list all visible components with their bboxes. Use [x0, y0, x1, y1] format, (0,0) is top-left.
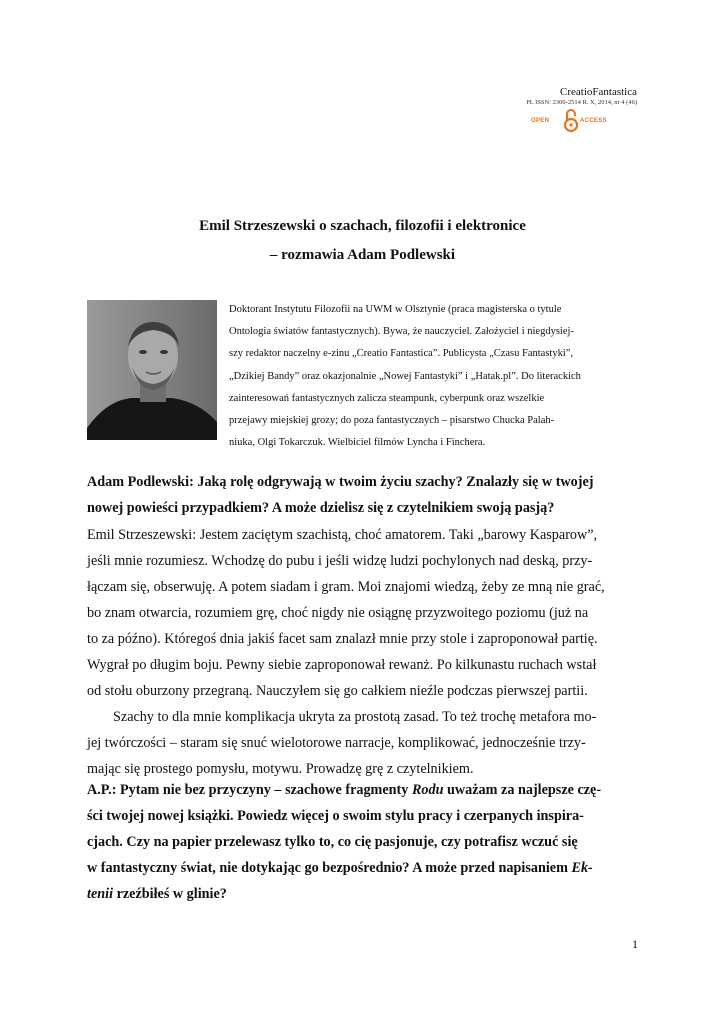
journal-header: [526, 86, 637, 107]
question-line: [87, 886, 640, 903]
bio-line: Ontologia światów fantastycznych). Bywa, że nauczyciel. Założyciel i niegdysiej-: [229, 326, 574, 338]
author-bio: [229, 299, 639, 454]
bio-line: przejawy miejskiej grozy; do poza fantastycznych – pisarstwo Chucka Palah-: [229, 414, 555, 426]
book-title: tenii: [87, 886, 114, 902]
answer-line: Wygrał po długim boju. Pewny siebie zaproponował rewanż. Po kilkunastu ruchach wstał: [87, 657, 597, 673]
answer-line: od stołu oburzony przegraną. Nauczyłem się go całkiem nieźle podczas pierwszej partii.: [87, 683, 588, 699]
bio-line: Doktorant Instytutu Filozofii na UWM w Olsztynie (praca magisterska o tytule: [229, 304, 562, 315]
book-title: Rodu: [411, 782, 444, 798]
page-number: 1: [632, 937, 638, 951]
journal-issn: PL ISSN: 2300-2514 R. X, 2014, nr 4 (46): [526, 99, 637, 106]
open-access-logo: [531, 108, 621, 134]
article-subtitle: – rozmawia Adam Podlewski: [269, 247, 456, 263]
question-text: uważam za najlepsze czę-: [443, 782, 602, 798]
question-line: nowej powieści przypadkiem? A może dzielisz się z czytelnikiem swoją pasją?: [87, 500, 555, 516]
open-lock-icon: [564, 108, 578, 134]
bio-line: zainteresowań fantastycznych zalicza steampunk, cyberpunk oraz wszelkie: [229, 392, 545, 404]
question-text: rzeźbiłeś w glinie?: [113, 886, 227, 902]
bio-line: „Dzikiej Bandy” oraz okazjonalnie „Nowej Fantastyki” i „Hatak.pl”. Do literackich: [229, 370, 581, 382]
answer-line: mając się prostego pomysłu, motywu. Prowadzę grę z czytelnikiem.: [87, 761, 474, 777]
answer-line: bo znam otwarcia, rozumiem grę, choć nigdy nie osiągnę przyzwoitego poziomu (już na: [87, 605, 589, 621]
question-line: cjach. Czy na papier przelewasz tylko to, co cię pasjonuje, czy potrafisz wczuć się: [87, 834, 578, 850]
question-text: w fantastyczny świat, nie dotykając go bezpośrednio? A może przed napisaniem: [87, 860, 572, 876]
bio-line: niuka, Olgi Tokarczuk. Wielbiciel filmów Lyncha i Finchera.: [229, 437, 486, 449]
answer-line: Emil Strzeszewski: Jestem zaciętym szachistą, choć amatorem. Taki „barowy Kasparow”,: [87, 527, 598, 543]
answer-line: jeśli mnie rozumiesz. Wchodzę do pubu i jeśli widzę ludzi pochylonych nad deską, przy-: [87, 553, 593, 569]
question-line: Adam Podlewski: Jaką rolę odgrywają w twoim życiu szachy? Znalazły się w twojej: [87, 474, 594, 490]
question-line: [87, 782, 640, 799]
open-access-label-left: OPEN: [531, 118, 550, 124]
book-title: Ek-: [571, 860, 593, 876]
answer-line: jej twórczości – staram się snuć wielotorowe narracje, komplikować, jednocześnie trzy-: [87, 735, 586, 751]
answer-line: Szachy to dla mnie komplikacja ukryta za prostotą zasad. To też trochę metafora mo-: [113, 709, 597, 725]
article-title: Emil Strzeszewski o szachach, filozofii i elektronice: [199, 218, 526, 234]
journal-name: CreatioFantastica: [560, 86, 637, 98]
open-access-label-right: ACCESS: [580, 118, 607, 124]
question-line: ści twojej nowej książki. Powiedz więcej o swoim stylu pracy i czerpanych inspira-: [87, 808, 584, 824]
answer-line: łączam się, obserwuję. A potem siadam i gram. Moi znajomi wiedzą, żeby ze mną nie grać,: [87, 579, 605, 595]
bio-line: szy redaktor naczelny e-zinu „Creatio Fantastica”. Publicysta „Czasu Fantastyki”,: [229, 348, 574, 360]
question-line: [87, 860, 640, 877]
answer-line: to za późno). Któregoś dnia jakiś facet sam znalazł mnie przy stole i zaproponował partię.: [87, 631, 598, 647]
author-photo: [87, 300, 217, 440]
question-text: A.P.: Pytam nie bez przyczyny – szachowe fragmenty: [87, 782, 412, 798]
